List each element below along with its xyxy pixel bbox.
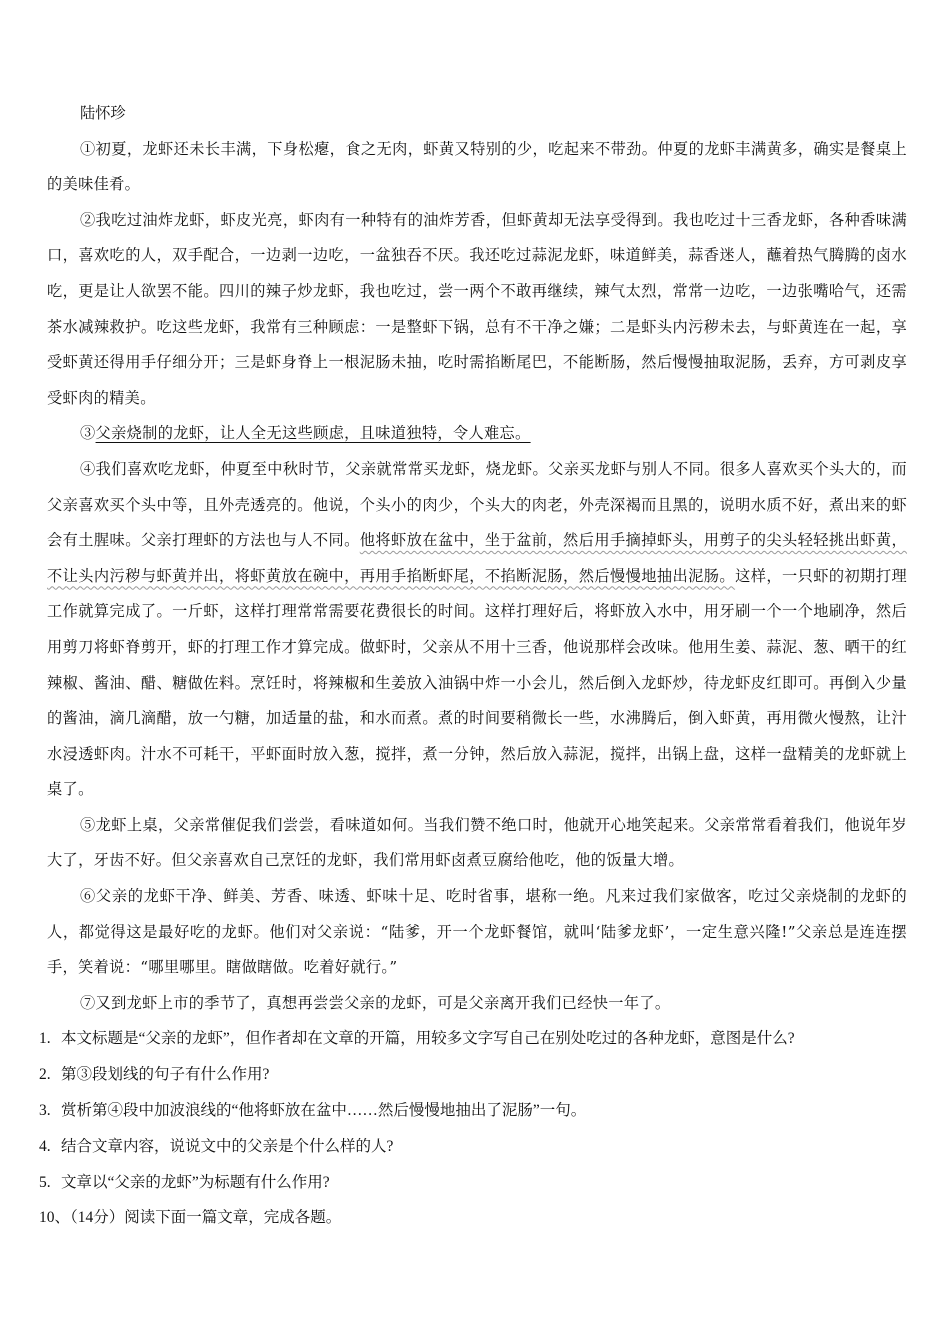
- question-number: 5.: [39, 1173, 51, 1191]
- paragraph-3: [47, 416, 907, 452]
- paragraph-4: [47, 452, 907, 808]
- question-number: 2.: [39, 1066, 51, 1084]
- question-text: 本文标题是“父亲的龙虾”，但作者却在文章的开篇，用较多文字写自己在别处吃过的各种龙虾，意图是什么?: [61, 1030, 795, 1048]
- paragraph-5: [47, 808, 907, 879]
- paragraph-text: 初夏，龙虾还未长丰满，下身松瘪，食之无肉，虾黄又特别的少，吃起来不带劲。仲夏的龙虾丰满黄多，确实是餐桌上的美味佳肴。: [47, 139, 907, 194]
- paragraph-number: ⑤: [80, 815, 96, 834]
- paragraph-text-before: 我们喜欢吃龙虾，仲夏至中秋时节，父亲就常常买龙虾，烧龙虾。父亲买龙虾与别人不同。很多人喜欢买个头大的，而父亲喜欢买个头中等，且外壳透亮的。他说，个头小的肉少，个头大的肉老，外壳深褐而且黑的，说明水质不好，煮出来的虾会有土腥味。父亲打理虾的方法也与人不同。: [47, 459, 907, 550]
- paragraph-text-after: 这样，一只虾的初期打理工作就算完成了。一斤虾，这样打理常常需要花费很长的时间。这样打理好后，将虾放入水中，用牙刷一个一个地刷净，然后用剪刀将虾脊剪开，虾的打理工作才算完成。做虾时，父亲从不用十三香，他说那样会改味。他用生姜、蒜泥、葱、晒干的红辣椒、酱油、醋、糖做佐料。烹饪时，将辣椒和生姜放入油锅中炸一小会儿，然后倒入龙虾炒，待龙虾皮红即可。再倒入少量的酱油，滴几滴醋，放一勺糖，加适量的盐，和水而煮。煮的时间要稍微长一些，水沸腾后，倒入虾黄，再用微火慢熬，让汁水浸透虾肉。汁水不可耗干，平虾面时放入葱，搅拌，煮一分钟，然后放入蒜泥，搅拌，出锅上盘，这样一盘精美的龙虾就上桌了。: [47, 566, 907, 799]
- wavy-underlined-sentence: 他将虾放在盆中，坐于盆前，然后用手摘掉虾头，用剪子的尖头轻轻挑出虾黄，不让头内污秽与虾黄并出，将虾黄放在碗中，再用手掐断虾尾，不掐断泥肠，然后慢慢地抽出泥肠。: [47, 531, 908, 585]
- question-1: [39, 1021, 899, 1057]
- paragraph-number: ④: [80, 459, 96, 478]
- paragraph-1: [47, 132, 907, 203]
- paragraph-number: ③: [80, 424, 96, 443]
- question-list: [39, 1021, 907, 1236]
- paragraph-number: ⑥: [80, 887, 96, 906]
- question-text: 文章以“父亲的龙虾”为标题有什么作用?: [61, 1173, 330, 1191]
- question-2: [39, 1057, 899, 1093]
- paragraph-number: ①: [80, 139, 96, 158]
- question-text: 赏析第④段中加波浪线的“他将虾放在盆中……然后慢慢地抽出了泥肠”一句。: [61, 1102, 587, 1120]
- paragraph-6: [47, 879, 907, 986]
- question-number: 3.: [39, 1102, 51, 1120]
- underlined-sentence: 父亲烧制的龙虾，让人全无这些顾虑，且味道独特，令人难忘。: [95, 424, 531, 443]
- paragraph-number: ⑦: [80, 993, 96, 1012]
- paragraph-text: 龙虾上桌，父亲常催促我们尝尝，看味道如何。当我们赞不绝口时，他就开心地笑起来。父亲常常看着我们，他说年岁大了，牙齿不好。但父亲喜欢自己烹饪的龙虾，我们常用虾卤煮豆腐给他吃，他的饭量大增。: [47, 815, 907, 870]
- paragraph-text: 我吃过油炸龙虾，虾皮光亮，虾肉有一种特有的油炸芳香，但虾黄却无法享受得到。我也吃过十三香龙虾，各种香味满口，喜欢吃的人，双手配合，一边剥一边吃，一盆独吞不厌。我还吃过蒜泥龙虾，味道鲜美，蒜香迷人，蘸着热气腾腾的卤水吃，更是让人欲罢不能。四川的辣子炒龙虾，我也吃过，尝一两个不敢再继续，辣气太烈，常常一边吃，一边张嘴哈气，还需茶水减辣救护。吃这些龙虾，我常有三种顾虑：一是整虾下锅，总有不干净之嫌；二是虾头内污秽未去，与虾黄连在一起，享受虾黄还得用手仔细分开；三是虾身脊上一根泥肠未抽，吃时需掐断尾巴，不能断肠，然后慢慢抽取泥肠，丢弃，方可剥皮享受虾肉的精美。: [47, 210, 907, 407]
- question-text: 第③段划线的句子有什么作用?: [61, 1066, 270, 1084]
- question-5: [39, 1165, 899, 1201]
- paragraph-text: 父亲的龙虾干净、鲜美、芳香、味透、虾味十足、吃时省事，堪称一绝。凡来过我们家做客，吃过父亲烧制的龙虾的人，都觉得这是最好吃的龙虾。他们对父亲说：“陆爹，开一个龙虾餐馆，就叫‘陆爹龙虾’，一定生意兴隆!”父亲总是连连摆手，笑着说：“哪里哪里。瞎做瞎做。吃着好就行。”: [47, 887, 907, 977]
- paragraph-text: 又到龙虾上市的季节了，真想再尝尝父亲的龙虾，可是父亲离开我们已经快一年了。: [95, 993, 671, 1012]
- paragraph-number: ②: [80, 210, 96, 229]
- paragraph-7: [47, 986, 907, 1022]
- author-name: 陆怀珍: [80, 104, 126, 122]
- next-section-heading: 10、（14分）阅读下面一篇文章，完成各题。: [39, 1209, 342, 1227]
- question-number: 1.: [39, 1030, 51, 1048]
- question-3: [39, 1093, 899, 1129]
- question-number: 4.: [39, 1137, 51, 1155]
- document-page: [39, 96, 908, 1236]
- question-text: 结合文章内容，说说文中的父亲是个什么样的人?: [61, 1137, 394, 1155]
- question-4: [39, 1129, 899, 1165]
- paragraph-2: [47, 203, 907, 417]
